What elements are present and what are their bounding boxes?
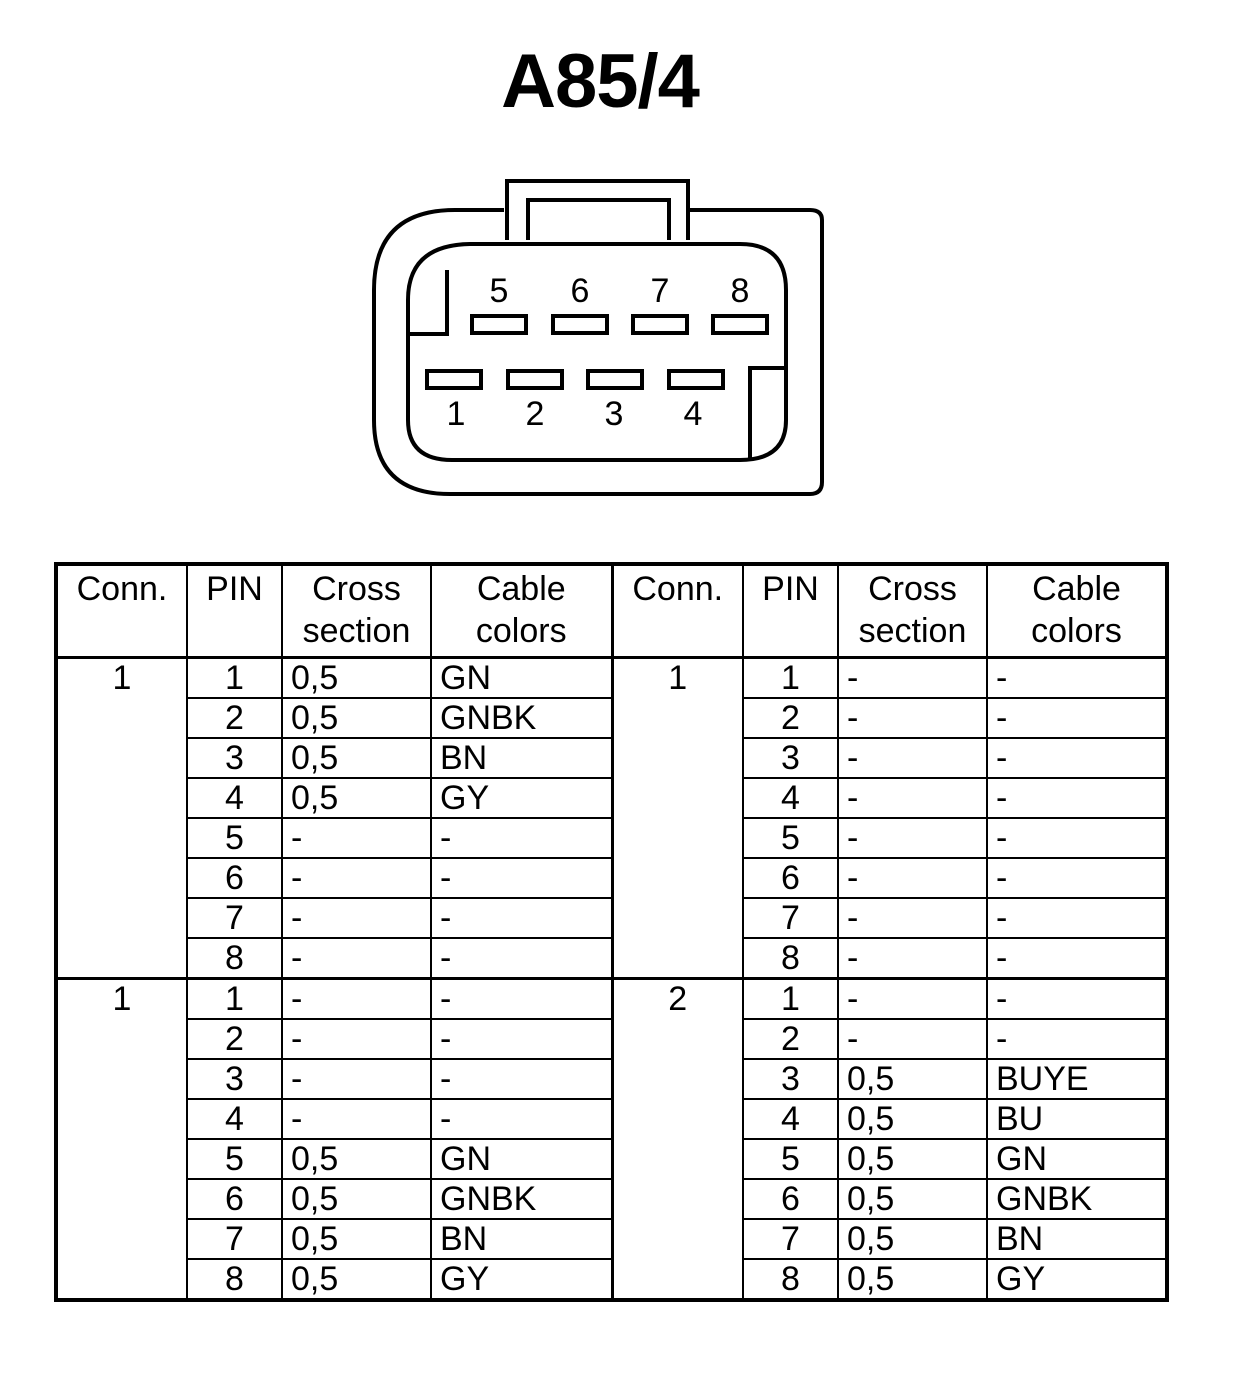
cross-section-cell: -: [838, 1019, 987, 1059]
cross-section-cell: 0,5: [838, 1099, 987, 1139]
cable-color-cell: -: [431, 898, 612, 938]
cross-section-cell: -: [282, 1059, 431, 1099]
cable-color-cell: -: [987, 858, 1167, 898]
cable-color-cell: -: [987, 818, 1167, 858]
cross-section-cell: -: [838, 778, 987, 818]
keying-left: [408, 270, 447, 334]
table-row: [56, 1019, 1167, 1059]
cable-color-cell: -: [431, 1099, 612, 1139]
pin-cell: 5: [187, 818, 282, 858]
cable-color-cell: BU: [987, 1099, 1167, 1139]
pin-cell: 3: [743, 1059, 838, 1099]
header-cable-colors-right: Cable colors: [987, 564, 1167, 658]
pin-slot-7: [633, 316, 687, 333]
header-pin-right: PIN: [743, 564, 838, 658]
pin-cell: 7: [743, 898, 838, 938]
cable-color-cell: -: [431, 1059, 612, 1099]
pin-cell: 5: [743, 1139, 838, 1179]
table-row: [56, 938, 1167, 979]
cable-color-cell: -: [987, 698, 1167, 738]
cable-color-cell: GY: [431, 1259, 612, 1300]
cross-section-cell: -: [282, 1019, 431, 1059]
cable-color-cell: -: [987, 778, 1167, 818]
pin-cell: 1: [743, 979, 838, 1020]
cross-section-cell: -: [838, 938, 987, 979]
table-row: [56, 658, 1167, 699]
cable-color-cell: GN: [431, 658, 612, 699]
cable-color-cell: -: [987, 898, 1167, 938]
pin-cell: 7: [187, 1219, 282, 1259]
pin-cell: 4: [743, 1099, 838, 1139]
cross-section-cell: -: [838, 898, 987, 938]
pin-slot-3: [588, 371, 642, 388]
conn-cell: 1: [612, 658, 743, 979]
pin-cell: 2: [743, 698, 838, 738]
pin-slot-5: [472, 316, 526, 333]
pin-cell: 1: [743, 658, 838, 699]
pin-cell: 3: [743, 738, 838, 778]
pin-slot-8: [713, 316, 767, 333]
pin-cell: 3: [187, 738, 282, 778]
cross-section-cell: 0,5: [838, 1179, 987, 1219]
table-row: [56, 738, 1167, 778]
pin-cell: 2: [187, 1019, 282, 1059]
table-row: [56, 698, 1167, 738]
pin-cell: 4: [187, 1099, 282, 1139]
pin-slot-4: [669, 371, 723, 388]
cross-section-cell: 0,5: [282, 658, 431, 699]
cable-color-cell: -: [431, 938, 612, 979]
cable-color-cell: -: [987, 979, 1167, 1020]
cable-color-cell: -: [987, 938, 1167, 979]
cable-color-cell: -: [987, 658, 1167, 699]
pin-label-6: 6: [570, 272, 590, 310]
cross-section-cell: 0,5: [838, 1259, 987, 1300]
pin-slot-2: [508, 371, 562, 388]
table-row: [56, 1139, 1167, 1179]
table-row: [56, 818, 1167, 858]
pin-cell: 6: [187, 858, 282, 898]
connector-housing-outline: [374, 210, 822, 494]
conn-cell: 1: [56, 658, 187, 979]
cross-section-cell: -: [282, 818, 431, 858]
pin-cell: 2: [743, 1019, 838, 1059]
table-row: [56, 1259, 1167, 1300]
cable-color-cell: BN: [987, 1219, 1167, 1259]
pin-cell: 4: [187, 778, 282, 818]
cable-color-cell: BN: [431, 738, 612, 778]
pin-label-2: 2: [525, 395, 545, 433]
pin-cell: 6: [743, 858, 838, 898]
pin-cell: 1: [187, 979, 282, 1020]
cable-color-cell: -: [987, 1019, 1167, 1059]
cable-color-cell: -: [431, 979, 612, 1020]
pin-cell: 3: [187, 1059, 282, 1099]
cable-color-cell: GY: [431, 778, 612, 818]
cross-section-cell: 0,5: [838, 1139, 987, 1179]
cable-color-cell: BUYE: [987, 1059, 1167, 1099]
cable-color-cell: GN: [431, 1139, 612, 1179]
cable-color-cell: GY: [987, 1259, 1167, 1300]
pin-cell: 1: [187, 658, 282, 699]
locking-tab-inner: [528, 200, 669, 240]
cross-section-cell: 0,5: [282, 1179, 431, 1219]
header-pin: PIN: [187, 564, 282, 658]
cross-section-cell: -: [282, 858, 431, 898]
pin-slot-1: [427, 371, 481, 388]
pin-assignment-table: [54, 562, 1169, 1302]
pin-cell: 8: [187, 938, 282, 979]
cable-color-cell: GN: [987, 1139, 1167, 1179]
header-cable-colors: Cable colors: [431, 564, 612, 658]
page-title: A85/4: [501, 39, 699, 124]
header-cross-section-right: Cross section: [838, 564, 987, 658]
cable-color-cell: GNBK: [431, 698, 612, 738]
cable-color-cell: GNBK: [987, 1179, 1167, 1219]
table-row: [56, 1179, 1167, 1219]
table-row: [56, 979, 1167, 1020]
cross-section-cell: 0,5: [282, 778, 431, 818]
pin-label-8: 8: [730, 272, 750, 310]
header-conn-right: Conn.: [612, 564, 743, 658]
pin-cell: 7: [743, 1219, 838, 1259]
pin-cell: 4: [743, 778, 838, 818]
pin-slot-6: [553, 316, 607, 333]
pin-label-5: 5: [489, 272, 509, 310]
pin-label-1: 1: [446, 395, 466, 433]
pin-cell: 8: [743, 1259, 838, 1300]
cross-section-cell: -: [282, 1099, 431, 1139]
table-header-row: [56, 564, 1167, 658]
cable-color-cell: -: [987, 738, 1167, 778]
cross-section-cell: -: [838, 979, 987, 1020]
table-row: [56, 898, 1167, 938]
table-row: [56, 1219, 1167, 1259]
cross-section-cell: 0,5: [282, 738, 431, 778]
cable-color-cell: BN: [431, 1219, 612, 1259]
cross-section-cell: 0,5: [282, 698, 431, 738]
table-row: [56, 858, 1167, 898]
pin-cell: 6: [743, 1179, 838, 1219]
cross-section-cell: -: [838, 858, 987, 898]
cross-section-cell: 0,5: [282, 1139, 431, 1179]
locking-tab: [507, 181, 688, 240]
pin-cell: 5: [743, 818, 838, 858]
cross-section-cell: -: [282, 979, 431, 1020]
pin-label-4: 4: [683, 395, 703, 433]
cable-color-cell: -: [431, 818, 612, 858]
table-row: [56, 1099, 1167, 1139]
cable-color-cell: -: [431, 1019, 612, 1059]
table-row: [56, 778, 1167, 818]
cable-color-cell: -: [431, 858, 612, 898]
cross-section-cell: 0,5: [838, 1059, 987, 1099]
connector-diagram: [360, 170, 840, 510]
cross-section-cell: -: [282, 898, 431, 938]
cross-section-cell: -: [838, 658, 987, 699]
pin-cell: 8: [187, 1259, 282, 1300]
cross-section-cell: -: [838, 698, 987, 738]
pin-cell: 7: [187, 898, 282, 938]
cable-color-cell: GNBK: [431, 1179, 612, 1219]
pin-cell: 5: [187, 1139, 282, 1179]
cross-section-cell: -: [282, 938, 431, 979]
pin-label-3: 3: [604, 395, 624, 433]
conn-cell: 1: [56, 979, 187, 1301]
cross-section-cell: 0,5: [282, 1219, 431, 1259]
table-row: [56, 1059, 1167, 1099]
conn-cell: 2: [612, 979, 743, 1301]
pin-cell: 2: [187, 698, 282, 738]
pin-cell: 8: [743, 938, 838, 979]
header-conn: Conn.: [56, 564, 187, 658]
cross-section-cell: 0,5: [838, 1219, 987, 1259]
cross-section-cell: 0,5: [282, 1259, 431, 1300]
header-cross-section: Cross section: [282, 564, 431, 658]
pin-cell: 6: [187, 1179, 282, 1219]
pin-label-7: 7: [650, 272, 670, 310]
cross-section-cell: -: [838, 818, 987, 858]
cross-section-cell: -: [838, 738, 987, 778]
